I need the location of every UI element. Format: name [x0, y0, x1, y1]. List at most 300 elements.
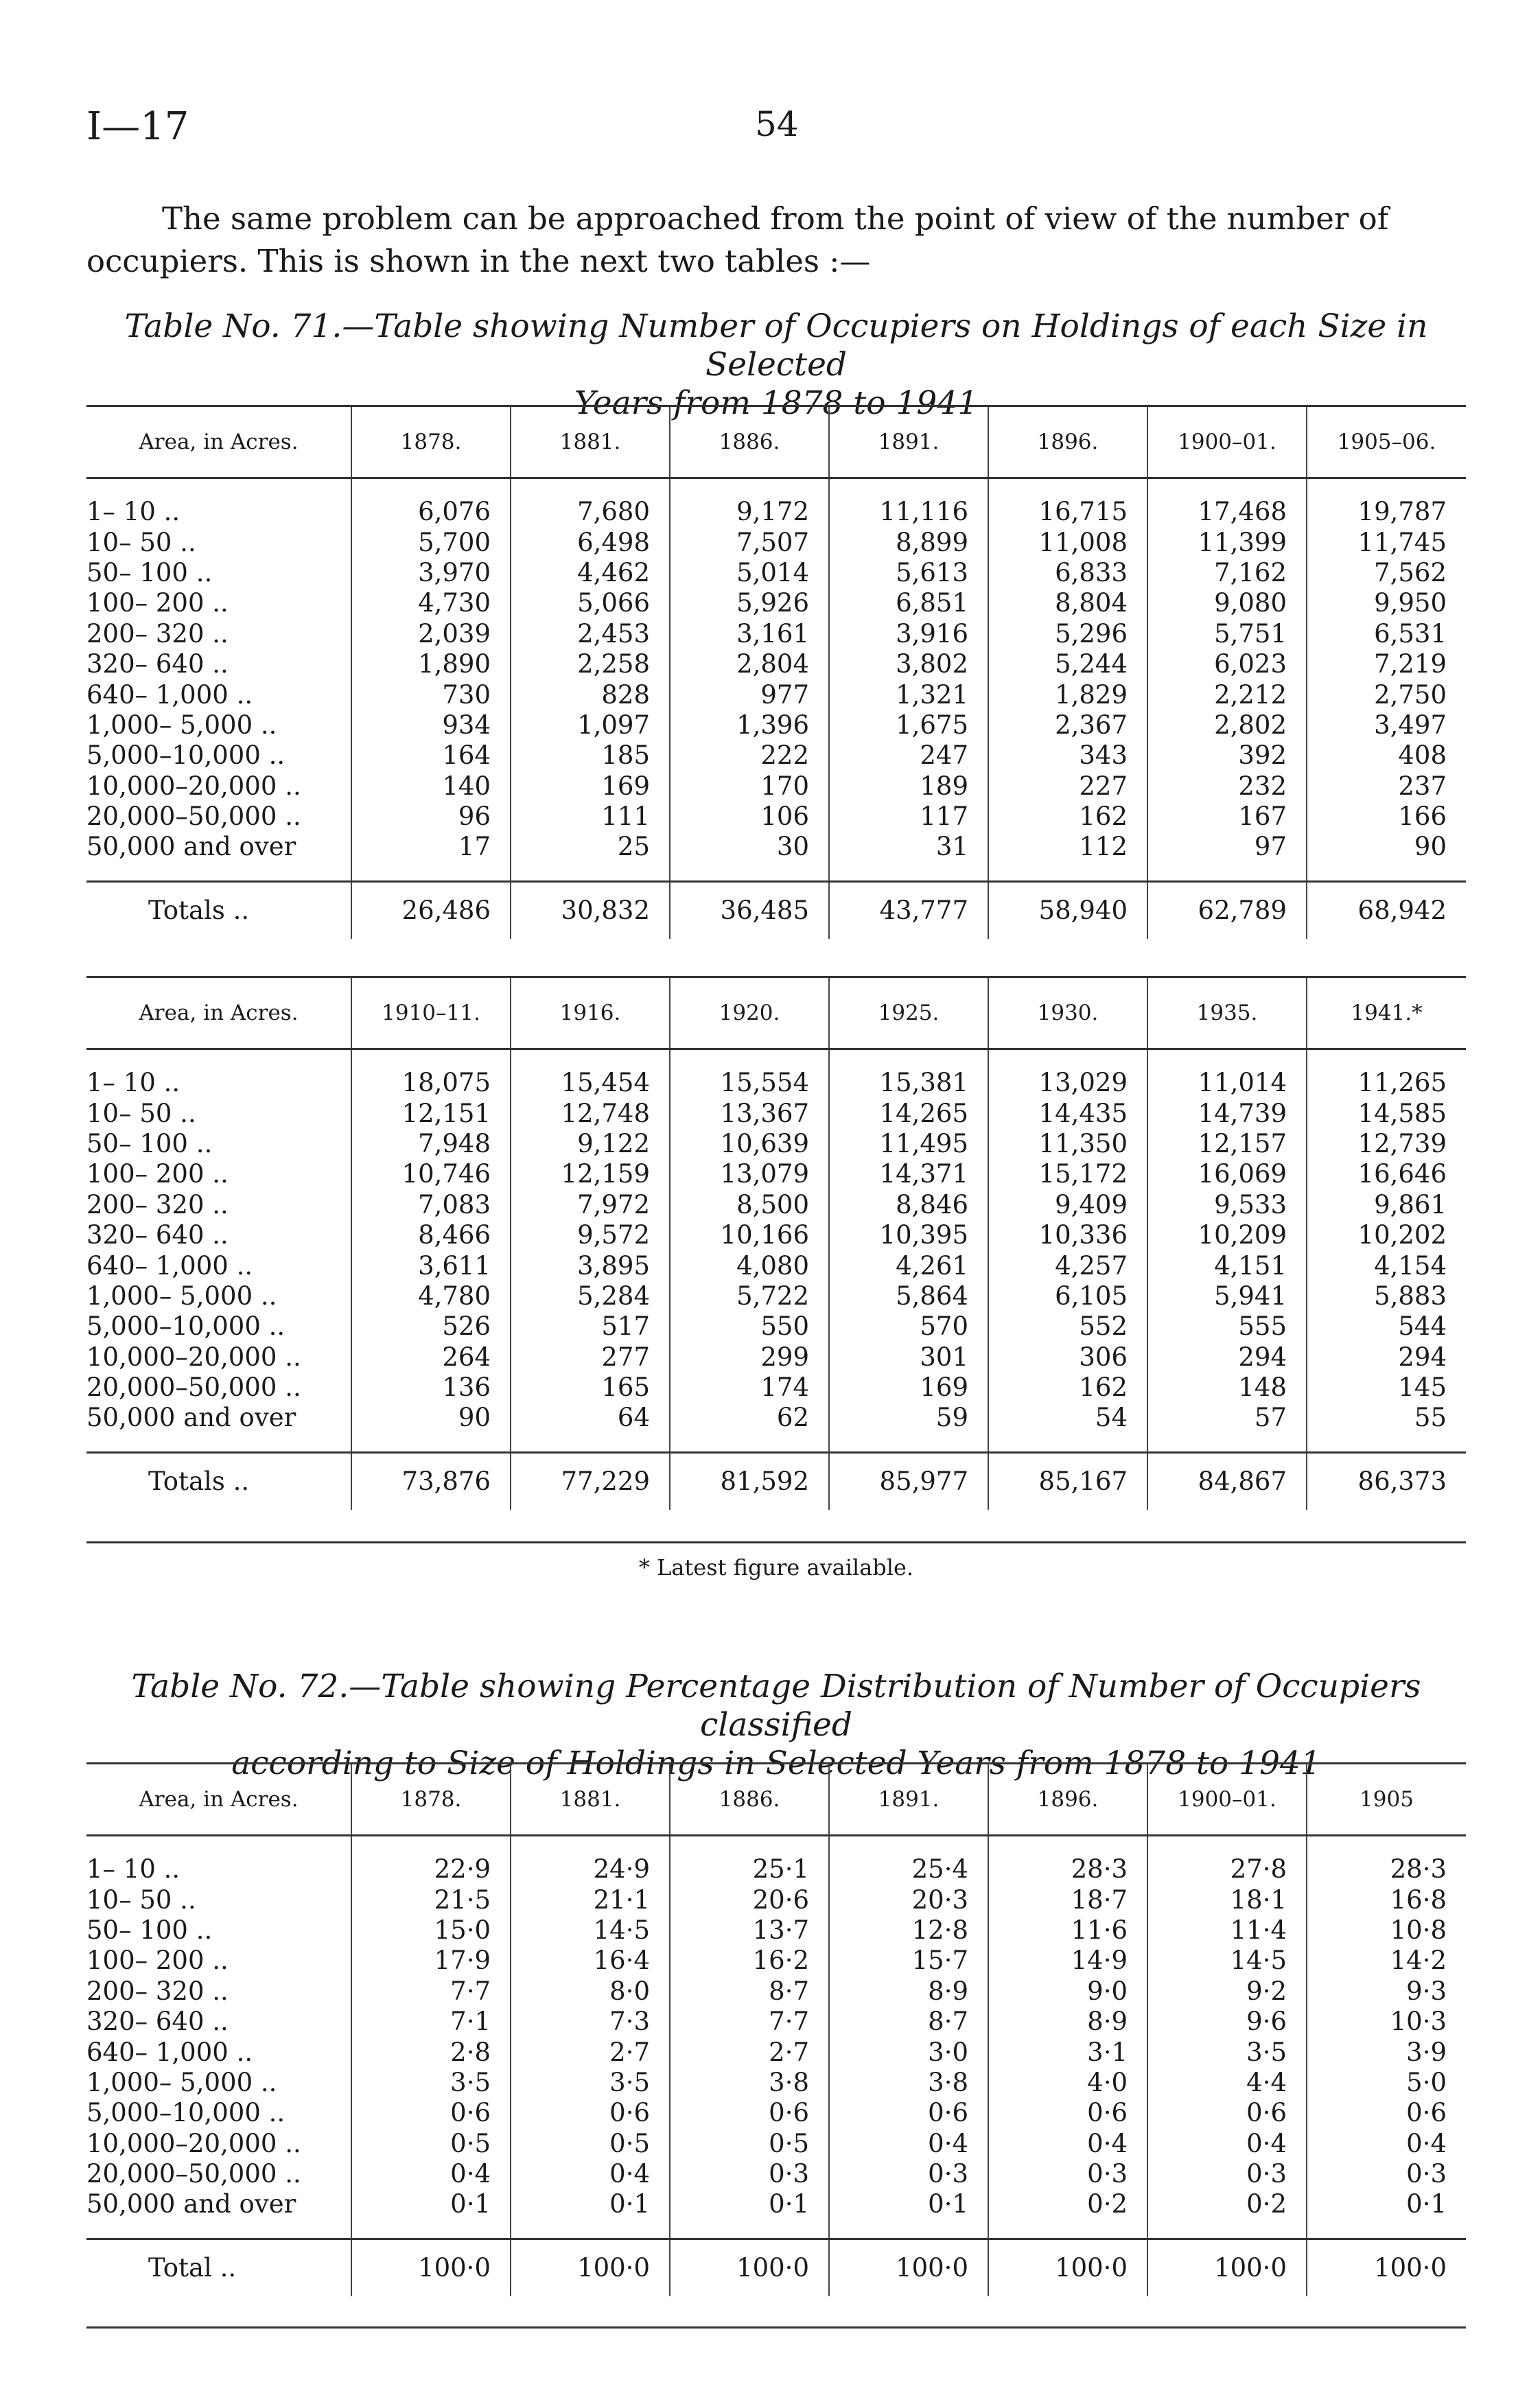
- data-cell: 294: [1147, 1342, 1307, 1373]
- data-cell: 174: [670, 1373, 829, 1403]
- table-row: [86, 1281, 1466, 1311]
- data-cell: 6,076: [351, 497, 511, 527]
- data-cell: 55: [1307, 1403, 1466, 1433]
- row-label: 1– 10 ..: [86, 1068, 180, 1098]
- row-label: 1,000– 5,000 ..: [86, 2067, 277, 2097]
- data-cell: 28·3: [1307, 1854, 1466, 1884]
- data-cell: 9,172: [670, 497, 829, 527]
- data-cell: 0·4: [1307, 2129, 1466, 2159]
- data-cell: 4,261: [829, 1250, 988, 1281]
- data-cell: 1,396: [670, 710, 829, 740]
- year-column-header: 1900–01.: [1147, 406, 1307, 478]
- totals-cell: 100·0: [1307, 2239, 1466, 2296]
- table-row: [86, 527, 1466, 557]
- data-cell: 11,265: [1307, 1068, 1466, 1098]
- data-cell: 166: [1307, 802, 1466, 832]
- data-cell: 13,079: [670, 1159, 829, 1189]
- totals-row: [86, 1452, 1466, 1510]
- data-cell: 555: [1147, 1311, 1307, 1342]
- data-cell: 5,864: [829, 1281, 988, 1311]
- intro-paragraph: [86, 198, 1459, 283]
- data-cell: 5,296: [988, 619, 1147, 649]
- table-row: [86, 740, 1466, 771]
- data-cell: 2,039: [351, 619, 511, 649]
- data-cell: 4,257: [988, 1250, 1147, 1281]
- totals-label: Total ..: [86, 2239, 351, 2296]
- data-cell: 9·2: [1147, 1976, 1307, 2007]
- data-cell: 8,804: [988, 588, 1147, 618]
- data-cell: 4,730: [351, 588, 511, 618]
- data-cell: 2,212: [1147, 679, 1307, 710]
- caption-line: Table No. 71.—Table showing Number of Occupiers on Holdings of each Size in Selected: [124, 307, 1428, 384]
- data-cell: 7,948: [351, 1129, 511, 1159]
- data-cell: 9,533: [1147, 1190, 1307, 1220]
- data-cell: 550: [670, 1311, 829, 1342]
- row-label: 320– 640 ..: [86, 1220, 229, 1250]
- data-cell: 2,750: [1307, 679, 1466, 710]
- data-cell: 7·7: [670, 2007, 829, 2037]
- data-cell: 15,381: [829, 1068, 988, 1098]
- data-cell: 0·4: [829, 2129, 988, 2159]
- data-cell: 6,023: [1147, 649, 1307, 679]
- data-cell: 17·9: [351, 1946, 511, 1976]
- data-cell: 2·7: [670, 2037, 829, 2067]
- table-row: [86, 2037, 1466, 2067]
- data-cell: 6,531: [1307, 619, 1466, 649]
- data-cell: 10,209: [1147, 1220, 1307, 1250]
- data-cell: 408: [1307, 740, 1466, 771]
- data-cell: 1,675: [829, 710, 988, 740]
- data-cell: 3·0: [829, 2037, 988, 2067]
- table-row: [86, 2189, 1466, 2219]
- data-cell: 54: [988, 1403, 1147, 1433]
- data-cell: 11,350: [988, 1129, 1147, 1159]
- data-cell: 140: [351, 771, 511, 802]
- totals-label: Totals ..: [86, 881, 351, 939]
- totals-cell: 73,876: [351, 1452, 511, 1510]
- data-cell: 6,498: [511, 527, 670, 557]
- data-cell: 10,395: [829, 1220, 988, 1250]
- data-cell: 552: [988, 1311, 1147, 1342]
- area-column-header: Area, in Acres.: [86, 1764, 351, 1836]
- data-cell: 59: [829, 1403, 988, 1433]
- data-cell: 0·2: [1147, 2189, 1307, 2219]
- data-cell: 3·8: [670, 2068, 829, 2098]
- data-cell: 0·6: [511, 2098, 670, 2128]
- data-cell: 12,157: [1147, 1129, 1307, 1159]
- table-71-footnote: * Latest figure available.: [638, 1554, 914, 1580]
- data-cell: 3,916: [829, 619, 988, 649]
- data-cell: 8,466: [351, 1220, 511, 1250]
- row-label: 10– 50 ..: [86, 1884, 196, 1915]
- caption-line: Table No. 72.—Table showing Percentage Distribution of Number of Occupiers classified: [131, 1668, 1421, 1744]
- data-cell: 9,122: [511, 1129, 670, 1159]
- data-cell: 0·6: [1147, 2098, 1307, 2128]
- table-row: [86, 710, 1466, 740]
- table-row: [86, 558, 1466, 588]
- table-row: [86, 1342, 1466, 1373]
- totals-cell: 84,867: [1147, 1452, 1307, 1510]
- totals-row: [86, 2239, 1466, 2296]
- data-cell: 90: [1307, 832, 1466, 862]
- data-cell: 7·3: [511, 2007, 670, 2037]
- data-cell: 17: [351, 832, 511, 862]
- data-cell: 11,745: [1307, 527, 1466, 557]
- data-cell: 977: [670, 679, 829, 710]
- year-column-header: 1886.: [670, 1764, 829, 1836]
- data-cell: 2,802: [1147, 710, 1307, 740]
- data-cell: 7,219: [1307, 649, 1466, 679]
- data-cell: 11,495: [829, 1129, 988, 1159]
- table-row: [86, 1220, 1466, 1250]
- totals-cell: 62,789: [1147, 881, 1307, 939]
- data-cell: 6,105: [988, 1281, 1147, 1311]
- totals-label: Totals ..: [86, 1452, 351, 1510]
- data-cell: 12,151: [351, 1098, 511, 1128]
- data-cell: 222: [670, 740, 829, 771]
- data-cell: 31: [829, 832, 988, 862]
- table-71-part-1: [86, 405, 1466, 939]
- data-cell: 112: [988, 832, 1147, 862]
- data-cell: 14,371: [829, 1159, 988, 1189]
- year-column-header: 1935.: [1147, 977, 1307, 1049]
- row-label: 5,000–10,000 ..: [86, 740, 285, 771]
- data-cell: 3,611: [351, 1250, 511, 1281]
- row-label: 100– 200 ..: [86, 1946, 229, 1976]
- row-label: 20,000–50,000 ..: [86, 2159, 301, 2189]
- data-cell: 1,097: [511, 710, 670, 740]
- data-cell: 8·0: [511, 1976, 670, 2007]
- caption-line: according to Size of Holdings in Selected Years from 1878 to 1941: [231, 1744, 1321, 1782]
- year-column-header: 1930.: [988, 977, 1147, 1049]
- data-cell: 0·1: [511, 2189, 670, 2219]
- data-cell: 14,585: [1307, 1098, 1466, 1128]
- data-cell: 14·2: [1307, 1946, 1466, 1976]
- data-cell: 7,507: [670, 527, 829, 557]
- table-row: [86, 679, 1466, 710]
- data-cell: 10,746: [351, 1159, 511, 1189]
- table-row: [86, 1098, 1466, 1128]
- data-cell: 0·6: [351, 2098, 511, 2128]
- totals-cell: 85,977: [829, 1452, 988, 1510]
- table-row: [86, 832, 1466, 862]
- data-cell: 2,367: [988, 710, 1147, 740]
- data-cell: 3·5: [511, 2068, 670, 2098]
- data-cell: 11·6: [988, 1915, 1147, 1946]
- data-cell: 0·6: [829, 2098, 988, 2128]
- data-cell: 5,014: [670, 558, 829, 588]
- data-cell: 15,554: [670, 1068, 829, 1098]
- year-column-header: 1920.: [670, 977, 829, 1049]
- data-cell: 14·5: [511, 1915, 670, 1946]
- data-cell: 0·6: [1307, 2098, 1466, 2128]
- year-column-header: 1905–06.: [1307, 406, 1466, 478]
- data-cell: 57: [1147, 1403, 1307, 1433]
- data-cell: 4·0: [988, 2068, 1147, 2098]
- data-cell: 164: [351, 740, 511, 771]
- totals-cell: 85,167: [988, 1452, 1147, 1510]
- data-cell: 15,172: [988, 1159, 1147, 1189]
- data-cell: 165: [511, 1373, 670, 1403]
- table-row: [86, 1373, 1466, 1403]
- data-cell: 15·7: [829, 1946, 988, 1976]
- data-cell: 0·6: [988, 2098, 1147, 2128]
- data-cell: 21·5: [351, 1884, 511, 1915]
- table-row: [86, 2098, 1466, 2128]
- data-cell: 62: [670, 1403, 829, 1433]
- table-row: [86, 1884, 1466, 1915]
- data-cell: 96: [351, 802, 511, 832]
- data-cell: 3·1: [988, 2037, 1147, 2067]
- data-cell: 8·7: [670, 1976, 829, 2007]
- row-label: 320– 640 ..: [86, 2007, 229, 2037]
- year-column-header: 1891.: [829, 406, 988, 478]
- data-cell: 2·8: [351, 2037, 511, 2067]
- row-label: 100– 200 ..: [86, 588, 229, 618]
- row-label: 640– 1,000 ..: [86, 2037, 253, 2067]
- data-cell: 5,722: [670, 1281, 829, 1311]
- year-column-header: 1881.: [511, 1764, 670, 1836]
- data-cell: 11,008: [988, 527, 1147, 557]
- data-cell: 0·4: [511, 2159, 670, 2189]
- data-cell: 5,244: [988, 649, 1147, 679]
- row-label: 1,000– 5,000 ..: [86, 1281, 277, 1311]
- data-cell: 25·4: [829, 1854, 988, 1884]
- data-cell: 5·0: [1307, 2068, 1466, 2098]
- data-cell: 2,804: [670, 649, 829, 679]
- data-cell: 8·7: [829, 2007, 988, 2037]
- data-cell: 25·1: [670, 1854, 829, 1884]
- data-cell: 277: [511, 1342, 670, 1373]
- table-row: [86, 1403, 1466, 1433]
- area-column-header: Area, in Acres.: [86, 406, 351, 478]
- data-cell: 3,497: [1307, 710, 1466, 740]
- data-cell: 6,833: [988, 558, 1147, 588]
- data-cell: 25: [511, 832, 670, 862]
- data-cell: 3,895: [511, 1250, 670, 1281]
- data-cell: 5,941: [1147, 1281, 1307, 1311]
- data-cell: 237: [1307, 771, 1466, 802]
- data-cell: 934: [351, 710, 511, 740]
- data-cell: 9,861: [1307, 1190, 1466, 1220]
- data-cell: 227: [988, 771, 1147, 802]
- totals-cell: 58,940: [988, 881, 1147, 939]
- data-cell: 3·9: [1307, 2037, 1466, 2067]
- row-label: 50,000 and over: [86, 832, 296, 862]
- totals-cell: 100·0: [829, 2239, 988, 2296]
- table-row: [86, 497, 1466, 527]
- data-cell: 117: [829, 802, 988, 832]
- data-cell: 4,154: [1307, 1250, 1466, 1281]
- data-cell: 11·4: [1147, 1915, 1307, 1946]
- data-cell: 170: [670, 771, 829, 802]
- data-cell: 14,265: [829, 1098, 988, 1128]
- data-cell: 3,161: [670, 619, 829, 649]
- data-cell: 162: [988, 1373, 1147, 1403]
- row-label: 50,000 and over: [86, 2189, 296, 2219]
- data-cell: 3·5: [1147, 2037, 1307, 2067]
- row-label: 10– 50 ..: [86, 1098, 196, 1128]
- data-cell: 7·7: [351, 1976, 511, 2007]
- totals-cell: 26,486: [351, 881, 511, 939]
- row-label: 5,000–10,000 ..: [86, 1311, 285, 1342]
- data-cell: 10,202: [1307, 1220, 1466, 1250]
- data-cell: 0·1: [829, 2189, 988, 2219]
- year-column-header: 1896.: [988, 1764, 1147, 1836]
- data-cell: 392: [1147, 740, 1307, 771]
- data-cell: 0·5: [670, 2129, 829, 2159]
- row-label: 1,000– 5,000 ..: [86, 710, 277, 740]
- data-cell: 5,066: [511, 588, 670, 618]
- caption-line: Years from 1878 to 1941: [574, 384, 979, 422]
- totals-cell: 81,592: [670, 1452, 829, 1510]
- data-cell: 11,116: [829, 497, 988, 527]
- page-number: 54: [755, 104, 799, 144]
- document-reference: I—17: [86, 104, 189, 149]
- data-cell: 19,787: [1307, 497, 1466, 527]
- data-cell: 189: [829, 771, 988, 802]
- data-cell: 10·3: [1307, 2007, 1466, 2037]
- row-label: 640– 1,000 ..: [86, 1250, 253, 1281]
- data-cell: 162: [988, 802, 1147, 832]
- data-cell: 5,883: [1307, 1281, 1466, 1311]
- data-cell: 1,829: [988, 679, 1147, 710]
- table-72-bottom-rule: [86, 2326, 1466, 2329]
- totals-cell: 36,485: [670, 881, 829, 939]
- data-cell: 13·7: [670, 1915, 829, 1946]
- table-row: [86, 2159, 1466, 2189]
- totals-cell: 30,832: [511, 881, 670, 939]
- year-column-header: 1881.: [511, 406, 670, 478]
- data-cell: 526: [351, 1311, 511, 1342]
- data-cell: 9·0: [988, 1976, 1147, 2007]
- data-cell: 16,715: [988, 497, 1147, 527]
- data-cell: 12·8: [829, 1915, 988, 1946]
- data-cell: 5,284: [511, 1281, 670, 1311]
- data-cell: 10,166: [670, 1220, 829, 1250]
- table-row: [86, 1250, 1466, 1281]
- table-row: [86, 1946, 1466, 1976]
- data-cell: 9,409: [988, 1190, 1147, 1220]
- totals-cell: 100·0: [511, 2239, 670, 2296]
- totals-cell: 100·0: [351, 2239, 511, 2296]
- data-cell: 232: [1147, 771, 1307, 802]
- data-cell: 264: [351, 1342, 511, 1373]
- row-label: 10,000–20,000 ..: [86, 771, 301, 801]
- row-label: 50– 100 ..: [86, 557, 213, 587]
- data-cell: 0·3: [1307, 2159, 1466, 2189]
- data-cell: 16,646: [1307, 1159, 1466, 1189]
- row-label: 640– 1,000 ..: [86, 679, 253, 710]
- data-cell: 18·7: [988, 1884, 1147, 1915]
- data-cell: 0·1: [1307, 2189, 1466, 2219]
- data-cell: 306: [988, 1342, 1147, 1373]
- table-row: [86, 1915, 1466, 1946]
- data-cell: 5,700: [351, 527, 511, 557]
- data-cell: 90: [351, 1403, 511, 1433]
- data-cell: 22·9: [351, 1854, 511, 1884]
- data-cell: 169: [511, 771, 670, 802]
- year-column-header: 1941.*: [1307, 977, 1466, 1049]
- data-cell: 0·3: [670, 2159, 829, 2189]
- data-cell: 97: [1147, 832, 1307, 862]
- data-cell: 106: [670, 802, 829, 832]
- data-cell: 16·4: [511, 1946, 670, 1976]
- table-row: [86, 649, 1466, 679]
- data-cell: 517: [511, 1311, 670, 1342]
- data-cell: 7,680: [511, 497, 670, 527]
- data-cell: 3·8: [829, 2068, 988, 2098]
- table-71-bottom-rule: [86, 1541, 1466, 1543]
- year-column-header: 1886.: [670, 406, 829, 478]
- data-cell: 9,080: [1147, 588, 1307, 618]
- data-cell: 1,321: [829, 679, 988, 710]
- table-row: [86, 802, 1466, 832]
- row-label: 50– 100 ..: [86, 1915, 213, 1945]
- totals-cell: 86,373: [1307, 1452, 1466, 1510]
- data-cell: 14,739: [1147, 1098, 1307, 1128]
- row-label: 320– 640 ..: [86, 649, 229, 679]
- table-row: [86, 1311, 1466, 1342]
- data-cell: 828: [511, 679, 670, 710]
- data-cell: 544: [1307, 1311, 1466, 1342]
- table-row: [86, 1976, 1466, 2007]
- data-cell: 148: [1147, 1373, 1307, 1403]
- data-cell: 3·5: [351, 2068, 511, 2098]
- data-cell: 0·5: [511, 2129, 670, 2159]
- data-cell: 2,258: [511, 649, 670, 679]
- data-cell: 167: [1147, 802, 1307, 832]
- data-cell: 0·3: [1147, 2159, 1307, 2189]
- data-cell: 7·1: [351, 2007, 511, 2037]
- data-cell: 0·2: [988, 2189, 1147, 2219]
- data-cell: 10,639: [670, 1129, 829, 1159]
- table-row: [86, 1129, 1466, 1159]
- data-cell: 343: [988, 740, 1147, 771]
- year-column-header: 1896.: [988, 406, 1147, 478]
- data-cell: 10·8: [1307, 1915, 1466, 1946]
- totals-cell: 100·0: [670, 2239, 829, 2296]
- data-cell: 8,500: [670, 1190, 829, 1220]
- table-row: [86, 2068, 1466, 2098]
- table-row: [86, 771, 1466, 802]
- data-cell: 20·3: [829, 1884, 988, 1915]
- data-cell: 7,083: [351, 1190, 511, 1220]
- intro-line: occupiers. This is shown in the next two tables :—: [86, 243, 871, 279]
- year-column-header: 1891.: [829, 1764, 988, 1836]
- data-cell: 14,435: [988, 1098, 1147, 1128]
- data-cell: 9·6: [1147, 2007, 1307, 2037]
- data-cell: 27·8: [1147, 1854, 1307, 1884]
- data-cell: 13,029: [988, 1068, 1147, 1098]
- data-cell: 12,748: [511, 1098, 670, 1128]
- data-cell: 15·0: [351, 1915, 511, 1946]
- data-cell: 8,846: [829, 1190, 988, 1220]
- data-cell: 136: [351, 1373, 511, 1403]
- data-cell: 5,926: [670, 588, 829, 618]
- totals-row: [86, 881, 1466, 939]
- table-row: [86, 1854, 1466, 1884]
- data-cell: 16·8: [1307, 1884, 1466, 1915]
- table-row: [86, 1068, 1466, 1098]
- row-label: 50– 100 ..: [86, 1128, 213, 1158]
- data-cell: 294: [1307, 1342, 1466, 1373]
- data-cell: 16,069: [1147, 1159, 1307, 1189]
- data-cell: 4,780: [351, 1281, 511, 1311]
- data-cell: 11,399: [1147, 527, 1307, 557]
- data-cell: 0·5: [351, 2129, 511, 2159]
- data-cell: 16·2: [670, 1946, 829, 1976]
